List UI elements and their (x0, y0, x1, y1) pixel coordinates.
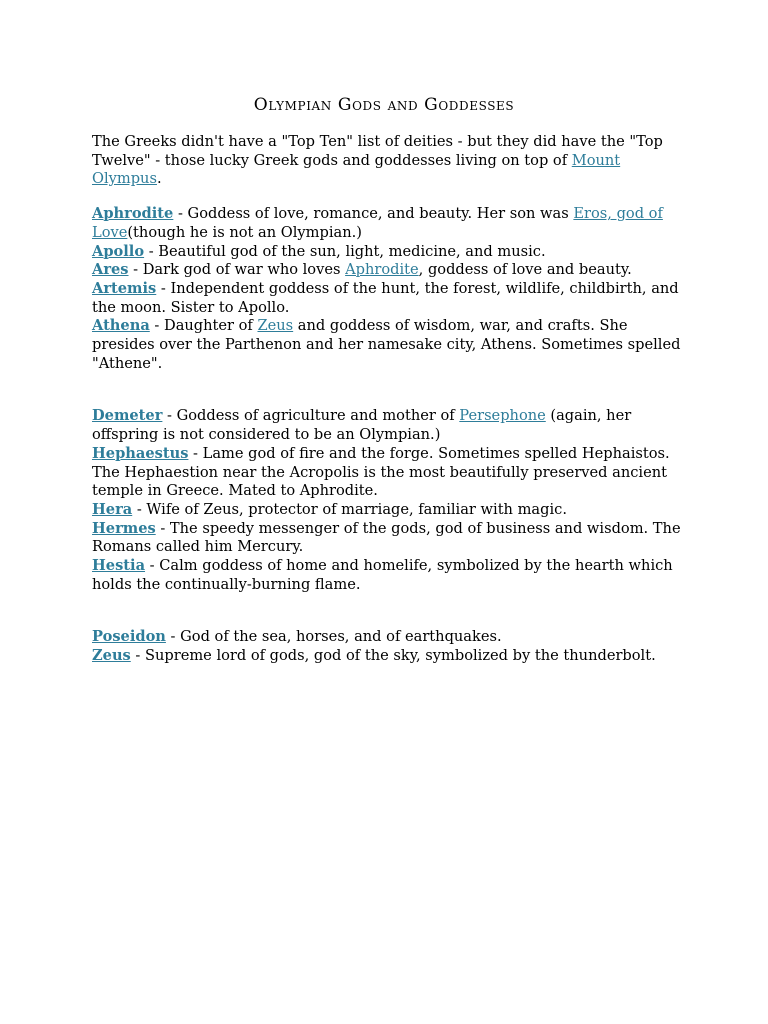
god-link-ares[interactable]: Ares (92, 261, 129, 279)
god-link-apollo[interactable]: Apollo (92, 242, 145, 260)
god-link-hera[interactable]: Hera (92, 500, 133, 518)
god-desc: - Goddess of love, romance, and beauty. Her son was (173, 205, 574, 223)
spacer (92, 189, 692, 205)
god-entry-apollo (92, 243, 692, 262)
god-desc: - Wife of Zeus, protector of marriage, familiar with magic. (132, 500, 567, 518)
god-link-artemis[interactable]: Artemis (92, 279, 157, 297)
god-desc-cont: (though he is not an Olympian.) (127, 223, 362, 241)
god-desc: - Independent goddess of the hunt, the forest, wildlife, childbirth, and the moon. Sister to Apollo. (92, 279, 679, 316)
intro-text: The Greeks didn't have a "Top Ten" list of deities - but they did have the "Top Twelve" - those lucky Greek gods and goddesses living on top of (92, 133, 663, 169)
god-desc: - The speedy messenger of the gods, god of business and wisdom. The Romans called him Mercury. (92, 519, 681, 556)
persephone-link[interactable]: Persephone (459, 407, 546, 425)
god-entry-ares (92, 261, 692, 280)
god-link-demeter[interactable]: Demeter (92, 407, 163, 425)
god-desc: - Beautiful god of the sun, light, medicine, and music. (144, 242, 546, 260)
document-body (92, 133, 692, 666)
god-entry-poseidon (92, 628, 692, 647)
god-desc: - Daughter of (149, 317, 258, 335)
god-desc: - Supreme lord of gods, god of the sky, symbolized by the thunderbolt. (130, 647, 656, 665)
god-desc: - Goddess of agriculture and mother of (162, 407, 460, 425)
god-desc: - Lame god of fire and the forge. Sometimes spelled Hephaistos. The Hephaestion near the Acropolis is the most beautifully preserved ancient temple in Greece. Mated to Aphrodite. (92, 444, 670, 500)
aphrodite-inline-link[interactable]: Aphrodite (345, 261, 419, 279)
eros-link[interactable]: Eros, god of Love (92, 205, 663, 241)
god-entry-athena (92, 317, 692, 373)
god-link-poseidon[interactable]: Poseidon (92, 628, 166, 646)
page-title: Olympian Gods and Goddesses (253, 95, 515, 115)
zeus-inline-link[interactable]: Zeus (257, 317, 294, 335)
god-entry-hera (92, 501, 692, 520)
god-desc-cont: , goddess of love and beauty. (418, 261, 632, 279)
god-link-hephaestus[interactable]: Hephaestus (92, 444, 189, 462)
god-link-hermes[interactable]: Hermes (92, 519, 156, 537)
god-entry-hermes (92, 520, 692, 557)
god-desc: - God of the sea, horses, and of earthquakes. (165, 628, 502, 646)
god-entry-aphrodite (92, 205, 692, 242)
god-desc-cont: and goddess of wisdom, war, and crafts. She presides over the Parthenon and her namesake city, Athens. Sometimes spelled "Athene". (92, 317, 681, 372)
god-entry-hephaestus (92, 445, 692, 501)
intro-end: . (156, 170, 162, 188)
god-link-athena[interactable]: Athena (92, 317, 150, 335)
spacer (92, 594, 692, 628)
mount-olympus-link[interactable]: Mount Olympus (92, 151, 621, 188)
intro-paragraph (92, 133, 692, 189)
god-entry-artemis (92, 280, 692, 317)
god-desc-cont: (again, her offspring is not considered to be an Olympian.) (92, 407, 632, 444)
god-link-hestia[interactable]: Hestia (92, 557, 146, 575)
spacer (92, 373, 692, 407)
god-desc: - Dark god of war who loves (128, 261, 346, 279)
god-entry-demeter (92, 407, 692, 444)
god-desc: - Calm goddess of home and homelife, symbolized by the hearth which holds the continually-burning flame. (92, 557, 673, 593)
god-link-aphrodite[interactable]: Aphrodite (92, 205, 174, 223)
god-entry-zeus (92, 647, 692, 666)
god-entry-hestia (92, 557, 692, 594)
god-link-zeus[interactable]: Zeus (92, 647, 131, 665)
